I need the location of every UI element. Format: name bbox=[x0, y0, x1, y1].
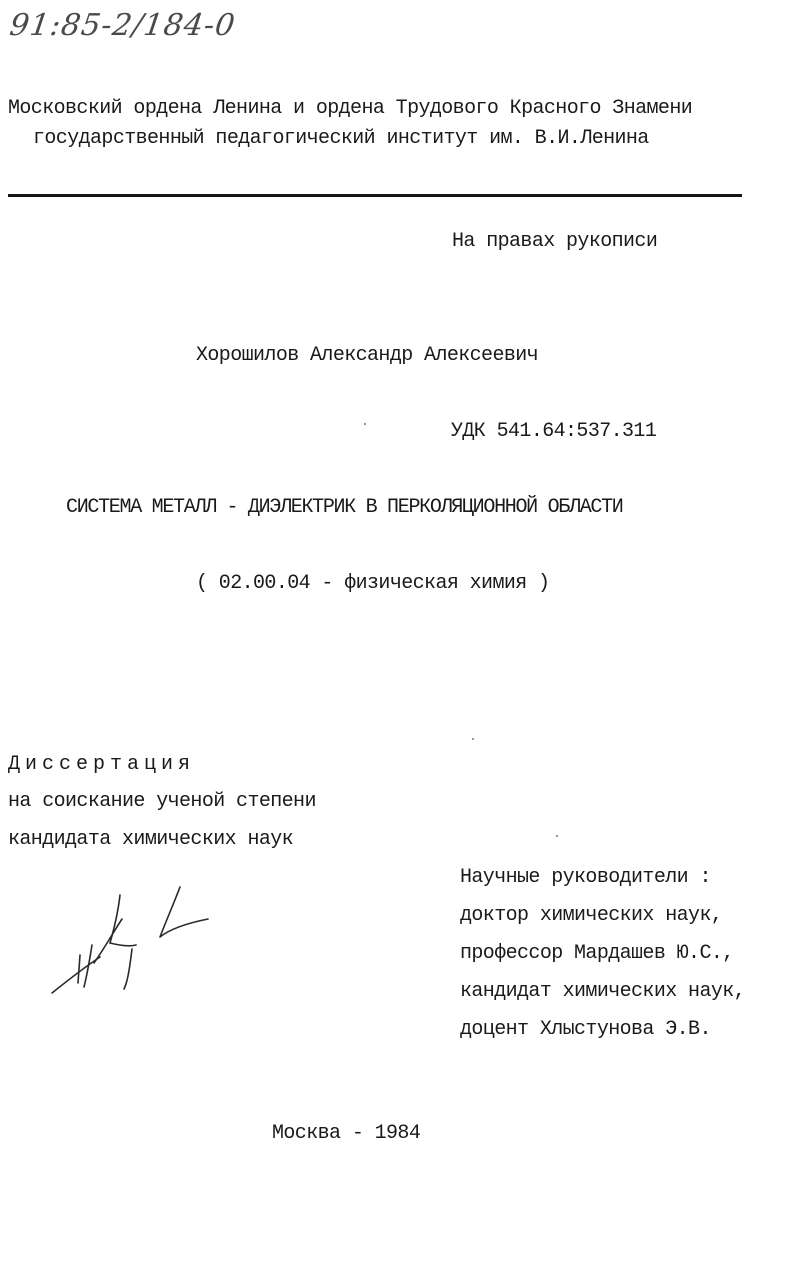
archive-number-handwritten: 91:85-2/184-0 bbox=[7, 8, 238, 43]
scan-speck bbox=[556, 835, 558, 837]
supervisor-line-4: доцент Хлыстунова Э.В. bbox=[460, 1018, 711, 1041]
udc-code: УДК 541.64:537.311 bbox=[451, 420, 657, 443]
place-year: Москва - 1984 bbox=[272, 1122, 421, 1145]
scan-speck bbox=[472, 738, 474, 740]
supervisor-line-1: доктор химических наук, bbox=[460, 904, 723, 927]
specialty-code: ( 02.00.04 - физическая химия ) bbox=[196, 572, 550, 595]
author-name: Хорошилов Александр Алексеевич bbox=[196, 344, 539, 367]
header-divider bbox=[8, 194, 742, 197]
supervisor-line-3: кандидат химических наук, bbox=[460, 980, 746, 1003]
rights-note: На правах рукописи bbox=[452, 230, 658, 253]
dissertation-label: Диссертация bbox=[8, 753, 196, 776]
dissertation-title: СИСТЕМА МЕТАЛЛ - ДИЭЛЕКТРИК В ПЕРКОЛЯЦИОННОЙ ОБЛАСТИ bbox=[66, 496, 623, 519]
supervisor-line-2: профессор Мардашев Ю.С., bbox=[460, 942, 734, 965]
scan-speck bbox=[364, 423, 366, 425]
supervisors-heading: Научные руководители : bbox=[460, 866, 711, 889]
institution-line-2: государственный педагогический институт им. В.И.Ленина bbox=[33, 127, 649, 150]
handwritten-signature bbox=[48, 885, 218, 1000]
institution-line-1: Московский ордена Ленина и ордена Трудового Красного Знамени bbox=[8, 97, 693, 120]
degree-line-2: кандидата химических наук bbox=[8, 828, 294, 851]
degree-line-1: на соискание ученой степени bbox=[8, 790, 316, 813]
